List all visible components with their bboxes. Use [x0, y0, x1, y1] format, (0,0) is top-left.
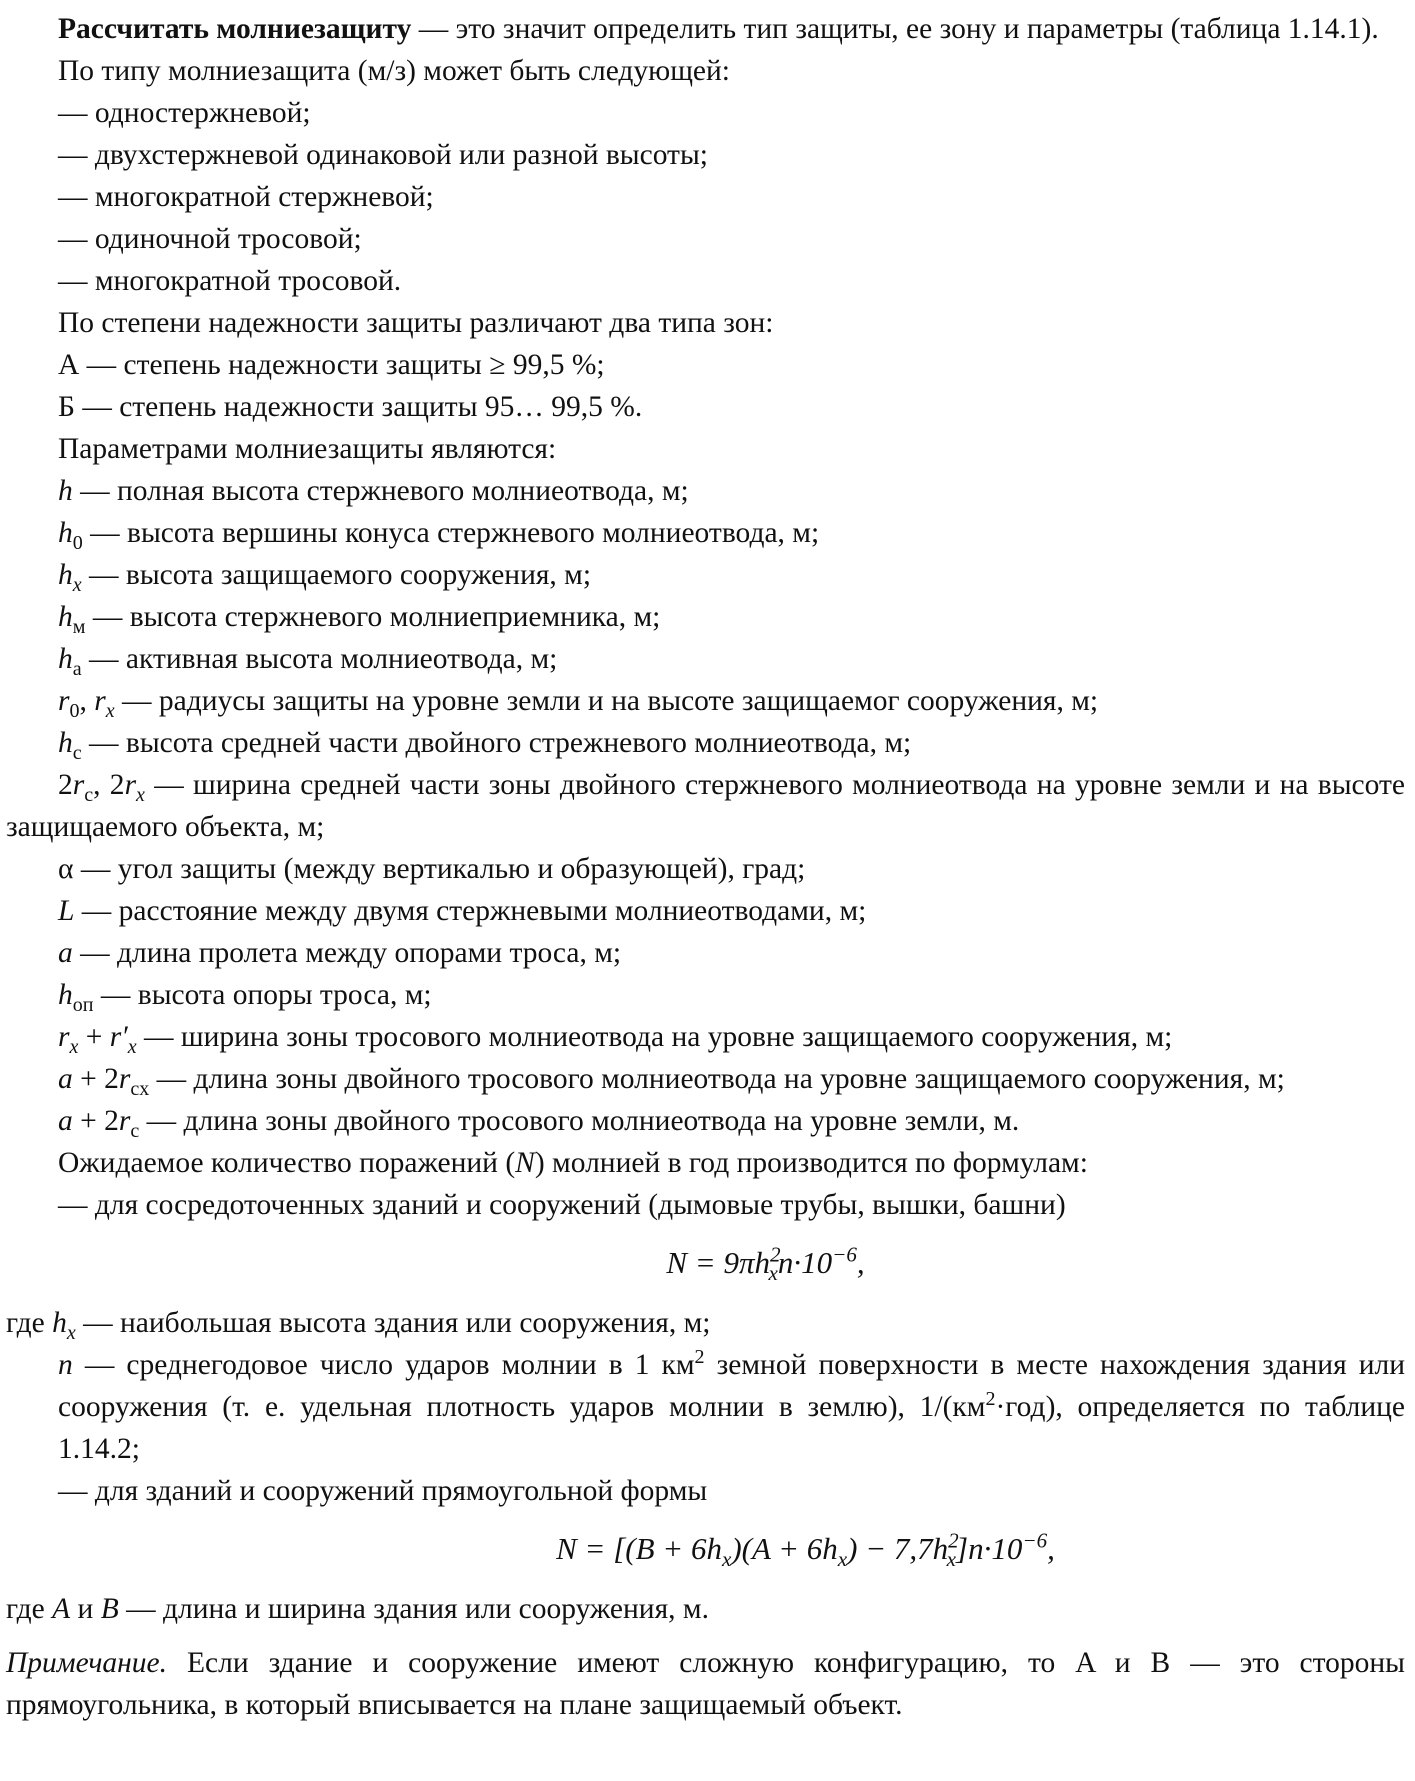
expected-strikes-intro: Ожидаемое количество поражений (N) молнией в год производится по формулам:	[58, 1147, 1088, 1179]
zone-a: А — степень надежности защиты ≥ 99,5 %;	[58, 349, 605, 381]
param-hx: $h_x$ — высота защищаемого сооружения, м;	[58, 559, 592, 596]
where-a-b: где A и B — длина и ширина здания или сооружения, м.	[6, 1593, 709, 1625]
param-hc: $h_с$ — высота средней части двойного стрежневого молниеотвода, м;	[58, 727, 912, 764]
zones-heading: По степени надежности защиты различают два типа зон:	[58, 307, 774, 339]
case-concentrated: — для сосредоточенных зданий и сооружений (дымовые трубы, вышки, башни)	[58, 1189, 1066, 1221]
intro-paragraph	[6, 8, 1405, 50]
params-heading: Параметрами молниезащиты являются:	[58, 433, 557, 465]
types-heading: По типу молниезащита (м/з) может быть следующей:	[58, 55, 731, 87]
type-item: — одностержневой;	[58, 97, 311, 129]
formula-concentrated: $N = 9\pi h^2_xn\cdot 10^{-6}$,	[666, 1242, 865, 1286]
param-alpha: α — угол защиты (между вертикалью и образующей), град;	[58, 853, 806, 885]
param-h: h — полная высота стержневого молниеотвода, м;	[58, 475, 689, 507]
type-item: — многократной стержневой;	[58, 181, 434, 213]
param-h0: $h_0$ — высота вершины конуса стержневого молниеотвода, м;	[58, 517, 820, 554]
note-text: Если здание и сооружение имеют сложную конфигурацию, то A и B — это стороны прямоугольника, в который вписывается на плане защищаемый объект.	[6, 1647, 1405, 1721]
formula-rectangular: $N = [(B + 6h_x)(A + 6h_x) - 7,7h^2_x]n\cdot 10^{-6}$,	[556, 1528, 1055, 1572]
zone-b: Б — степень надежности защиты 95… 99,5 %.	[58, 391, 643, 423]
param-2rc-2rx: $2r_с$, $2r_x$ — ширина средней части зоны двойного стержневого молниеотвода на уровне земли и на высоте защищаемого объекта, м;	[6, 769, 1405, 843]
intro-text: — это значит определить тип защиты, ее зону и параметры (таблица 1.14.1).	[411, 13, 1379, 45]
param-r0-rx: $r_0$, $r_x$ — радиусы защиты на уровне земли и на высоте защищаемог сооружения, м;	[58, 685, 1099, 722]
param-rx-rx-prime: $r_x + r'_x$ — ширина зоны тросового молниеотвода на уровне защищаемого сооружения, м;	[58, 1021, 1173, 1058]
param-hop: $h_{оп}$ — высота опоры троса, м;	[58, 979, 432, 1016]
type-item: — двухстержневой одинаковой или разной высоты;	[58, 139, 708, 171]
param-hm: $h_м$ — высота стержневого молниеприемника, м;	[58, 601, 661, 638]
note	[6, 1642, 1405, 1726]
where-hx: где $h_x$ — наибольшая высота здания или сооружения, м;	[6, 1307, 711, 1344]
intro-bold-term: Рассчитать молниезащиту	[58, 13, 412, 45]
note-label: Примечание.	[6, 1647, 168, 1679]
where-n: n — среднегодовое число ударов молнии в 1 $км^2$ земной поверхности в месте нахождения здания или сооружения (т. е. удельная плотность ударов молнии в землю), $1/(км^2\cdot год)$, определяется по таблице 1.14.2;	[58, 1346, 1405, 1465]
param-a: a — длина пролета между опорами троса, м;	[58, 937, 622, 969]
param-a-2rcx: $a + 2r_{сx}$ — длина зоны двойного тросового молниеотвода на уровне защищаемого сооружения, м;	[58, 1063, 1285, 1100]
type-item: — одиночной тросовой;	[58, 223, 362, 255]
type-item: — многократной тросовой.	[58, 265, 402, 297]
param-L: L — расстояние между двумя стержневыми молниеотводами, м;	[58, 895, 867, 927]
param-a-2rc: $a + 2r_с$ — длина зоны двойного тросового молниеотвода на уровне земли, м.	[58, 1105, 1020, 1142]
case-rectangular: — для зданий и сооружений прямоугольной формы	[58, 1475, 708, 1507]
param-ha: $h_а$ — активная высота молниеотвода, м;	[58, 643, 558, 680]
